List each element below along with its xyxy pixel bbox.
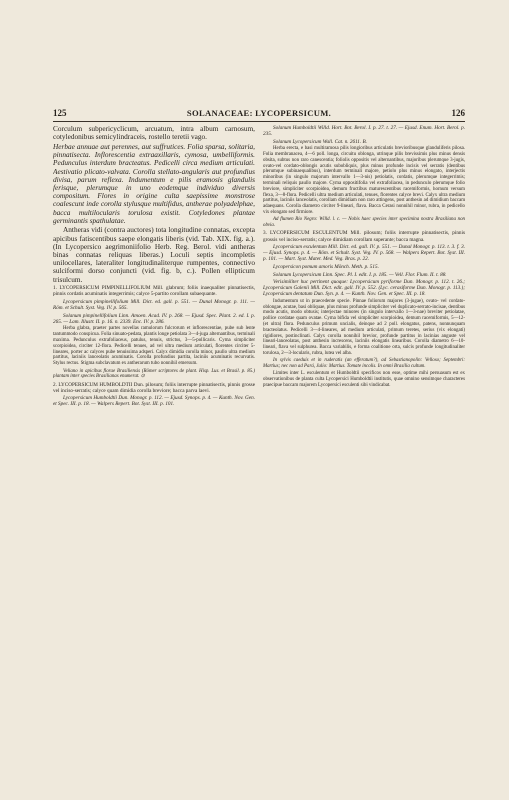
- paragraph: Herba glabra, praeter partes novellas ramulorum fulcrorum et inflorescentiae, pube sub lente tantummodo conspicua. Folia sinuato-pedata, plantis longe petiolata 3—4-juga alternantibus, terminali maxima. Pedunculus extrafoliaceus, patulus, tenuis, strictus, 3—5-pollicaris. Cyma simpliciter scorpioidea, circiter 12-flora. Pedicelli tenues, ad vel ultra medium articulati, florentes circiter 5-lineares, porter ac calyces pube tenuissima adsperi. Calyx dimidia corolla minor, paullo ultra medium partitus, laciniis lanceolatis acuminatis. Corolla profundius partita, laciniis acuminatis recurvatis. Stylus rectus. Stigma subclavatum ex antherarum tubo nonnihil emersum.: [53, 326, 255, 367]
- paragraph: Herbae annuae aut perennes, aut suffrutices. Folia sparsa, solitaria, pinnatisecta. Inflorescentia extraaxillaris, cymosa, umbelliformis. Pedunculus interdum bracteatus. Pedicelli circa medium articulati. Aestivatio plicato-valvata. Corolla stellato-angularis aut profundius divisa, parum reflexa. Indumentum e pilis eramosis glandulis ferisque, plerumque in uno eodemque individuo diversis compositum. Flores in origine culta saepissime monstrose coalescunt inde corolla stylusque multifidus, antherae polyadelphae, bacca multilocularis torulosa existit. Cotyledones plantae germinantis spathulatae.: [53, 141, 255, 225]
- paragraph: Antheras vidi (contra auctores) tota longitudine connatas, excepta apicibus fatiscentibus saepe elongatis liberis (vid. Tab. XIX. fig. a.). (In Lycopersico aegrimoniifolio Herb. Reg. Berol. vidi antheras binas connatas reliquas liberas.) Loculi septis incompletis unilocellares, lateraliter longitudinaliterque rumpentes, connectivo sulciformi dorso conjuncti (vid. fig. b, c.). Pollen ellipticum trisulcum.: [53, 225, 255, 284]
- paragraph: Limites inter L. esculentum et Humboldtii specificos non esse, optime mihi persuasum est ex observationibus de planta culta Lycopersici Humboldtii institutis, quae omnino sensimque characteres praecipue baccam majorem Lycopersici esculenti sibi vindicabat.: [263, 371, 465, 389]
- header-rule: [53, 121, 465, 122]
- paragraph: Solanum Lycopersicum Wall. Cat. n. 2611. B.: [273, 138, 367, 145]
- paragraph: Solanum Humboldtii Willd. Hort. Bot. Berol. I. p. 27. t. 27. — Ejusd. Enum. Hort. Berol. p. 235.: [263, 125, 465, 138]
- paragraph: Lycopersicon pomum amoris Mönch. Meth. p. 515.: [273, 263, 379, 270]
- paragraph: Lycopersicum Humboldtii Dun. Monogr. p. 112. — Ejusd. Synops. p. 4. — Kunth. Nov. Gen. et Spec. III. p. 18. — Walpers Repert. Bot. Syst. III. p. 101.: [53, 395, 255, 408]
- page-number-right: 126: [451, 108, 465, 118]
- paragraph: Ad flumen Rio Negro: Willd. l. c. — Nobis haec species inter specimina nostra Brasiliana non obvia.: [263, 217, 465, 229]
- paragraph: Solanum pimpinellifolium Linn. Amoen. Acad. IV. p. 268. — Ejusd. Spec. Plant. 2. ed. I. p. 265. — Lam. Illustr. II. p. 16. n. 2339. Enc. IV. p. 286.: [53, 312, 255, 325]
- paragraph: Solanum Lycopersicum Linn. Spec. Pl. I. edit. I. p. 185. — Vell. Flor. Flum. II. t. 88.: [273, 271, 447, 278]
- paragraph: Verisimiliter huc pertinent quoque: Lycopersicum pyriforme Dun. Monogr. p. 112. t. 26.; Lycopersicum Galenii Mill. Dict. edit. gall. IV. p. 552. (Lyc. cerasiforme Dun. Monogr. p. 113.); Lycopersicum dentatum Dun. Syn. p. 4. — Kunth. Nov. Gen. et Spec. III. p. 18.: [263, 279, 465, 298]
- paragraph: 2. LYCOPERSICUM HUMBOLDTII Dun. pilosum; foliis interrupte pinnatisectis, pinnis grosse vel inciso-serratis; calyce quam dimidia corolla breviore; bacca parva laevi.: [53, 381, 255, 394]
- paragraph: 1. LYCOPERSICUM PIMPINELLIFOLIUM Mill. glabrum; foliis inaequaliter pinnatisectis, pinnis cordatis acuminatis integerrimis; calyce 5-partito corollam subaequante.: [53, 285, 255, 298]
- paragraph: 3. LYCOPERSICUM ESCULENTUM Mill. pilosum; foliis interrupte pinnatisectis, pinnis grossis vel inciso-serratis; calyce dimidiam corollam superante; bacca magna.: [263, 230, 465, 243]
- paragraph: Lycopersicum pimpinellifolium Mill. Dict. ed. gall. p. 551. — Dunal Monogr. p. 111. — Röm. et Schult. Syst. Veg. IV. p. 565.: [53, 299, 255, 312]
- page-header: [53, 108, 465, 120]
- page-number-left: 125: [53, 108, 67, 118]
- paragraph: Herba erecta, e basi multiramosa pilis longioribus articulatis brevioribusque glanduliferis pilosa. Folia membranacea, 4—6 poll. longa, circuitu oblonga, utrinque pilis brevissimis plus minus densis obsita, subtus non raro canescentia; foliolis oppositis vel alternantibus, majoribus plerumque 3-jugis, ovato-vel cordato-oblongis acutis subobliquis, plus minus profunde incisis vel serratis (dentibus plerumque subinaequalibus), interdum terminali majore, petiolo plus minus elongato, interjectis minoribus (in singulo majorum intervallo 1—3-nis) petiolatis, cordatis, plerumque integerrimis; terminali reliquis paullo majore. Cyma oppositifolia vel extrafoliacea, in pedunculo plerumque folio breviore, simpliciter scorpioidea, demum fructibus maturescentibus racemiformis, hornum versum flexa, 3—8-flora. Pedicelli ultra medium articulati, tenues, florentes calyce brevi. Calyx ultra medium partitus, laciniis lanceolatis, corollam dimidiam non raro attingens, post anthesin ad dimidium baccam adaequans. Corolla diametro circiter 9-lineari, flava. Bacca Cerasi nonnihil minor, rubra, in pedicello vix elongato sed firmiore.: [263, 146, 465, 216]
- paragraph: Veliano in apicibus florae Brasiliensis (Römer scriptores de plant. Hisp. Lus. et Brasil. p. 85.) plantam inter species Brasilianas enumerat. ⊙: [53, 368, 255, 380]
- left-column: [53, 125, 255, 665]
- paragraph: Indumentum ut in praecedente specie. Pinnae foliorum majores (3-jugae), ovato- vel cordato-oblongae, acutae, basi obliquae, plus minus profunde simpliciter vel duplicato-serrato-incisae, dentibus modo acutis, modo obtusis; interjectae minores (in singulo intervallo 1—3-nae) breviter petiolatae, pollice cordatae quam ovatae. Cyma bifida vel simpliciter scorpioidea, demum racemiformis, 5—12- (et ultra) flora. Pedunculus primum uncialis, deinque ad 2 poll. elongatus, patens, nonnunquam bracteolatus. Pedicelli 3—4-lineares, ad medium articulati, primum teretes, serius (vix elongati) rigidiores, postinclinati. Calyx corolla nonnihil brevior, profunde partitus in lacinias anguste vel lineari-lanceolatas, post anthesin increscens, laciniis elongatis linearibus. Corolla diametro 6—10-lineari, flava vel sulphurea. Bacca variabilis, e forma coalitione orta, sulcis profunde longitudinaliter torulosa, 2—3-locularis, rubra, lutea vel alba.: [263, 298, 465, 357]
- paragraph: Lycopersicum esculentum Mill. Dict. ed. gall. IV. p. 551. — Dunal Monogr. p. 113. t. 3. f. 3. — Ejusd. Synops. p. 4. — Röm. et Schult. Syst. Veg. IV. p. 568. — Walpers Repert. Bot. Syst. III. p. 101. — Mart. Syst. Mater. Med. Veg. Bras. p. 22.: [263, 244, 465, 263]
- running-title: SOLANACEAE: LYCOPERSICUM.: [186, 108, 332, 118]
- paragraph: In sylvis caeduis et in ruderatis (an efferatum?), ad Sebastianopolin: Velloso; Septembri: Martius; nec non ad Pará, Julio: Martius. Tomate incolis. In omni Brasilia cultum.: [263, 358, 465, 370]
- paragraph: Corculum subpericyclicum, arcuatum, intra album carnosum, cotyledonibus semicylindraceis, rostello teretii vago.: [53, 125, 255, 142]
- right-column: [263, 125, 465, 665]
